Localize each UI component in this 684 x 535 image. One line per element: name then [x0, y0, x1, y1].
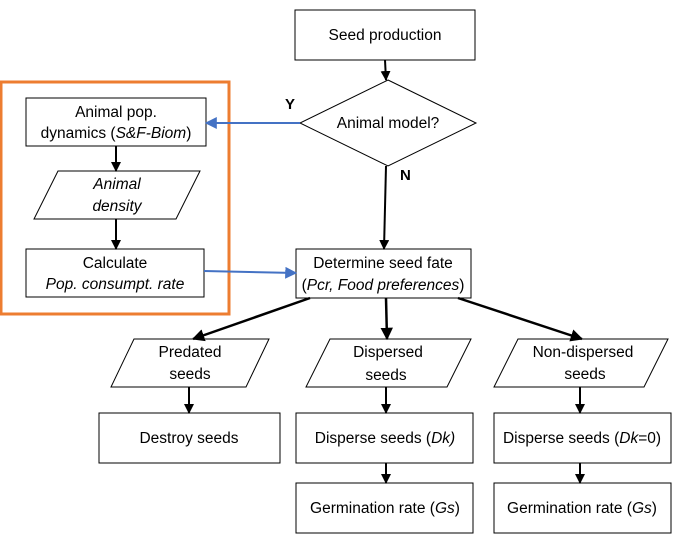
non-dispersed-seeds-node [494, 339, 668, 387]
arrow-seedproduction-to-animalmodel [385, 60, 386, 80]
disperse-seeds-dk0-node [494, 413, 671, 463]
animal-pop-dynamics-line1: Animal pop. [75, 104, 157, 121]
seed-production-label: Seed production [328, 27, 442, 44]
germination-rate-node-2 [494, 483, 671, 533]
predated-seeds-node [111, 339, 269, 387]
calculate-node [26, 249, 204, 297]
predated-seeds-line1: Predated [158, 344, 222, 361]
animal-density-line2: density [92, 198, 142, 215]
arrow-seedfate-to-nondispersed [458, 298, 582, 339]
calculate-line1: Calculate [82, 255, 148, 272]
calculate-line2: Pop. consumpt. rate [45, 276, 185, 293]
animal-pop-dynamics-line2: dynamics (S&F-Biom) [40, 125, 192, 142]
animal-pop-dynamics-node [26, 98, 206, 146]
predated-seeds-line2: seeds [169, 366, 211, 383]
dispersed-seeds-line2: seeds [365, 367, 407, 384]
germination-rate-label-1: Germination rate (Gs) [310, 500, 460, 517]
non-dispersed-seeds-line2: seeds [564, 366, 606, 383]
seed-production-node [295, 10, 475, 60]
determine-seed-fate-node [296, 249, 471, 298]
dispersed-seeds-node [306, 339, 471, 387]
germination-rate-node-1 [296, 483, 473, 533]
destroy-seeds-node [99, 413, 280, 463]
edge-label-no: N [400, 167, 411, 184]
animal-density-line1: Animal [93, 176, 141, 193]
destroy-seeds-label: Destroy seeds [139, 430, 239, 447]
arrow-seedfate-to-predated [193, 298, 310, 339]
arrow-animalmodel-to-seedfate [384, 166, 386, 249]
animal-density-node [34, 171, 200, 219]
edge-label-yes: Y [285, 96, 296, 113]
germination-rate-label-2: Germination rate (Gs) [507, 500, 657, 517]
animal-model-decision [300, 80, 476, 166]
non-dispersed-seeds-line1: Non-dispersed [532, 344, 634, 361]
arrow-calculate-to-seedfate [204, 271, 296, 273]
dispersed-seeds-line1: Dispersed [353, 344, 423, 361]
disperse-seeds-dk-label: Disperse seeds (Dk) [314, 430, 456, 447]
animal-model-label: Animal model? [336, 115, 440, 132]
arrow-seedfate-to-dispersed [386, 298, 387, 339]
determine-seed-fate-line2: (Pcr, Food preferences) [301, 277, 465, 294]
disperse-seeds-dk-node [296, 413, 473, 463]
disperse-seeds-dk0-label: Disperse seeds (Dk=0) [502, 430, 662, 447]
determine-seed-fate-line1: Determine seed fate [313, 255, 453, 272]
